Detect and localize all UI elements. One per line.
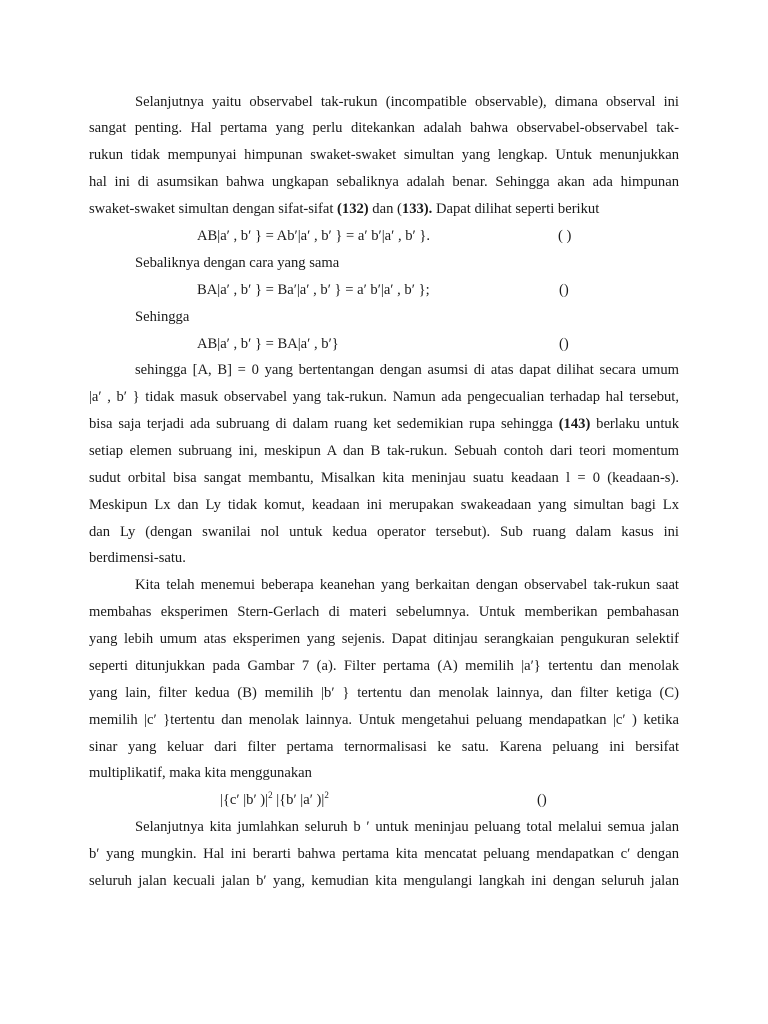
paragraph-2-line-3: bisa saja terjadi ada subruang di dalam ruang ket sedemikian rupa sehingga (143) berlaku untuk xyxy=(89,416,679,432)
sentence-sehingga: Sehingga xyxy=(135,309,190,325)
paragraph-2-line-4: setiap elemen subruang ini, meskipun A dan B tak-rukun. Sebuah contoh dari teori momentum xyxy=(89,443,679,459)
paragraph-2-line-2: |a′ , b′ } tidak masuk observabel yang tak-rukun. Namun ada pengecualian terhadap hal tersebut, xyxy=(89,389,679,405)
paragraph-1-line-5: swaket-swaket simultan dengan sifat-sifat (132) dan (133). Dapat dilihat seperti berikut xyxy=(89,201,600,217)
equation-3: AB|a′ , b′ } = BA|a′ , b′} xyxy=(197,336,339,352)
paragraph-3-line-1: Kita telah menemui beberapa keanehan yang berkaitan dengan observabel tak-rukun saat xyxy=(135,577,679,593)
paragraph-2-line-5: sudut orbital bisa sangat membantu, Misalkan kita meninjau suatu keadaan l = 0 (keadaan-s). xyxy=(89,470,679,486)
paragraph-2-line-1: sehingga [A, B] = 0 yang bertentangan dengan asumsi di atas dapat dilihat secara umum xyxy=(135,362,679,378)
paragraph-2-line-7: dan Ly (dengan swanilai nol untuk kedua operator tersebut). Sub ruang dalam kasus ini xyxy=(89,524,679,540)
equation-3-number: () xyxy=(559,336,569,352)
equation-ref-133: 133). xyxy=(401,201,433,217)
paragraph-3-line-2: membahas eksperimen Stern-Gerlach di materi sebelumnya. Untuk memberikan pembahasan xyxy=(89,604,679,620)
paragraph-3-line-6: memilih |c′ }tertentu dan menolak lainnya. Untuk mengetahui peluang mendapatkan |c′ ) ketika xyxy=(89,712,679,728)
paragraph-4-line-2: b′ yang mungkin. Hal ini berarti bahwa pertama kita mencatat peluang mendapatkan c′ dengan xyxy=(89,846,679,862)
paragraph-1-line-4: hal ini di asumsikan bahwa ungkapan sebaliknya adalah benar. Sehingga akan ada himpunan xyxy=(89,174,679,190)
equation-ref-132: (132) xyxy=(337,201,369,217)
equation-ref-143: (143) xyxy=(558,416,591,432)
sentence-sebaliknya: Sebaliknya dengan cara yang sama xyxy=(135,255,340,271)
paragraph-3-line-8: multiplikatif, maka kita menggunakan xyxy=(89,765,312,781)
paragraph-3-line-5: yang lain, filter kedua (B) memilih |b′ } tertentu dan menolak lainnya, dan filter ketiga (C) xyxy=(89,685,679,701)
paragraph-3-line-3: yang lebih umum atas eksperimen yang sejenis. Dapat ditinjau serangkaian pengukuran selektif xyxy=(89,631,679,647)
paragraph-1-line-3: rukun tidak mempunyai himpunan swaket-swaket simultan yang lengkap. Untuk menunjukkan xyxy=(89,147,679,163)
equation-2: BA|a′ , b′ } = Ba′|a′ , b′ } = a′ b′|a′ , b′ }; xyxy=(197,282,430,298)
paragraph-4-line-1: Selanjutnya kita jumlahkan seluruh b ′ untuk meninjau peluang total melalui semua jalan xyxy=(135,819,679,835)
equation-4-number: () xyxy=(537,792,547,808)
paragraph-2-line-6: Meskipun Lx dan Ly tidak komut, keadaan ini merupakan swakeadaan yang simultan bagi Lx xyxy=(89,497,679,513)
paragraph-4-line-3: seluruh jalan kecuali jalan b′ yang, kemudian kita mengulangi langkah ini dengan seluruh jalan xyxy=(89,873,679,889)
equation-1: AB|a′ , b′ } = Ab′|a′ , b′ } = a′ b′|a′ , b′ }. xyxy=(197,228,431,244)
equation-1-number: ( ) xyxy=(558,228,572,244)
paragraph-3-line-7: sinar yang keluar dari filter pertama ternormalisasi ke satu. Karena peluang ini bersifat xyxy=(89,739,679,755)
paragraph-1-line-2: sangat penting. Hal pertama yang perlu ditekankan adalah bahwa observabel-observabel tak- xyxy=(89,120,679,136)
paragraph-2-line-8: berdimensi-satu. xyxy=(89,550,186,566)
paragraph-1-line-1: Selanjutnya yaitu observabel tak-rukun (incompatible observable), dimana observal ini xyxy=(135,94,679,110)
equation-2-number: () xyxy=(559,282,569,298)
paragraph-3-line-4: seperti ditunjukkan pada Gambar 7 (a). Filter pertama (A) memilih |a′} tertentu dan menolak xyxy=(89,658,679,674)
equation-4: |{c′ |b′ )$|^2$ |{b′ |a′ )$|^2$ xyxy=(220,790,329,808)
